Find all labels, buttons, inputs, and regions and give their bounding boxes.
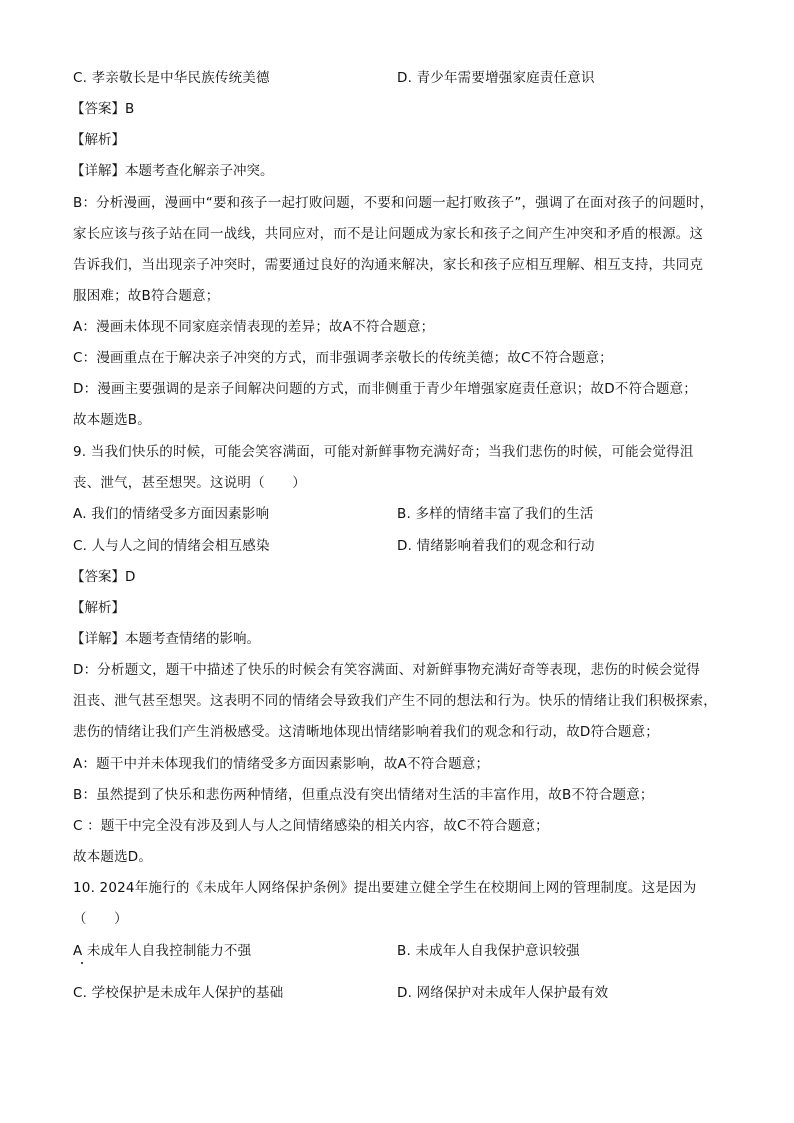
q9-answer: 【答案】D [71,569,136,585]
q9-option-d: D. 情绪影响着我们的观念和行动 [397,538,595,554]
q9-stem-line: 丧、泄气，甚至想哭。这说明（ ） [73,475,306,491]
q9-explanation-a: A：题干中并未体现我们的情绪受多方面因素影响，故A不符合题意； [73,756,490,772]
q8-explanation-line: B：分析漫画，漫画中“要和孩子一起打败问题，不要和问题一起打败孩子”，强调了在面对孩子的问题时， [73,195,714,211]
q8-explanation-line: 告诉我们，当出现亲子冲突时，需要通过良好的沟通来解决，家长和孩子应相互理解、相互支持，共同克 [73,257,704,273]
q10-option-b: B. 未成年人自我保护意识较强 [397,943,580,959]
q8-explanation-line: 家长应该与孩子站在同一战线，共同应对，而不是让问题成为家长和孩子之间产生冲突和矛盾的根源。这 [73,226,704,242]
q9-conclusion: 故本题选D。 [73,849,153,865]
q9-explanation-c: C ：题干中完全没有涉及到人与人之间情绪感染的相关内容，故C不符合题意； [73,818,549,834]
q8-option-c: C. 孝亲敬长是中华民族传统美德 [73,70,270,86]
q8-explanation-a: A：漫画未体现不同家庭亲情表现的差异；故A不符合题意； [73,319,435,335]
q8-explanation-line: 服困难；故B符合题意； [73,288,220,304]
q8-answer: 【答案】B [71,101,135,117]
q8-detail: 【详解】本题考查化解亲子冲突。 [71,163,274,179]
q9-detail: 【详解】本题考查情绪的影响。 [71,631,260,647]
q9-explanation-line: 悲伤的情绪让我们产生消极感受。这清晰地体现出情绪影响着我们的观念和行动，故D符合题意； [73,724,659,740]
q9-explanation-line: D：分析题文，题干中描述了快乐的时候会有笑容满面、对新鲜事物充满好奇等表现，悲伤的时候会觉得 [73,662,701,678]
q9-explanation-b: B：虽然提到了快乐和悲伤两种情绪，但重点没有突出情绪对生活的丰富作用，故B不符合题意； [73,787,654,803]
q9-analysis-heading: 【解析】 [71,600,125,616]
q8-conclusion: 故本题选B。 [73,412,151,428]
q10-option-d: D. 网络保护对未成年人保护最有效 [397,985,609,1001]
q9-explanation-line: 沮丧、泄气甚至想哭。这表明不同的情绪会导致我们产生不同的想法和行为。快乐的情绪让我们积极探索， [73,693,717,709]
q9-option-c: C. 人与人之间的情绪会相互感染 [73,538,270,554]
q9-option-b: B. 多样的情绪丰富了我们的生活 [397,506,594,522]
q8-explanation-c: C：漫画重点在于解决亲子冲突的方式，而非强调孝亲敬长的传统美德；故C不符合题意； [73,350,613,366]
q10-option-a-stray-dot [81,962,83,964]
q10-stem-line: （ ） [73,911,128,927]
q8-explanation-d: D：漫画主要强调的是亲子间解决问题的方式，而非侧重于青少年增强家庭责任意识；故D不符合题意； [73,381,697,397]
q10-option-c: C. 学校保护是未成年人保护的基础 [73,985,284,1001]
q8-analysis-heading: 【解析】 [71,132,125,148]
q10-option-a: A 未成年人自我控制能力不强 [73,943,252,959]
q10-stem-line: 10. 2024年施行的《未成年人网络保护条例》提出要建立健全学生在校期间上网的管理制度。这是因为 [73,880,697,896]
q9-option-a: A. 我们的情绪受多方面因素影响 [73,506,270,522]
q8-option-d: D. 青少年需要增强家庭责任意识 [397,70,595,86]
q9-stem-line: 9. 当我们快乐的时候，可能会笑容满面，可能对新鲜事物充满好奇；当我们悲伤的时候，可能会觉得沮 [73,444,694,460]
